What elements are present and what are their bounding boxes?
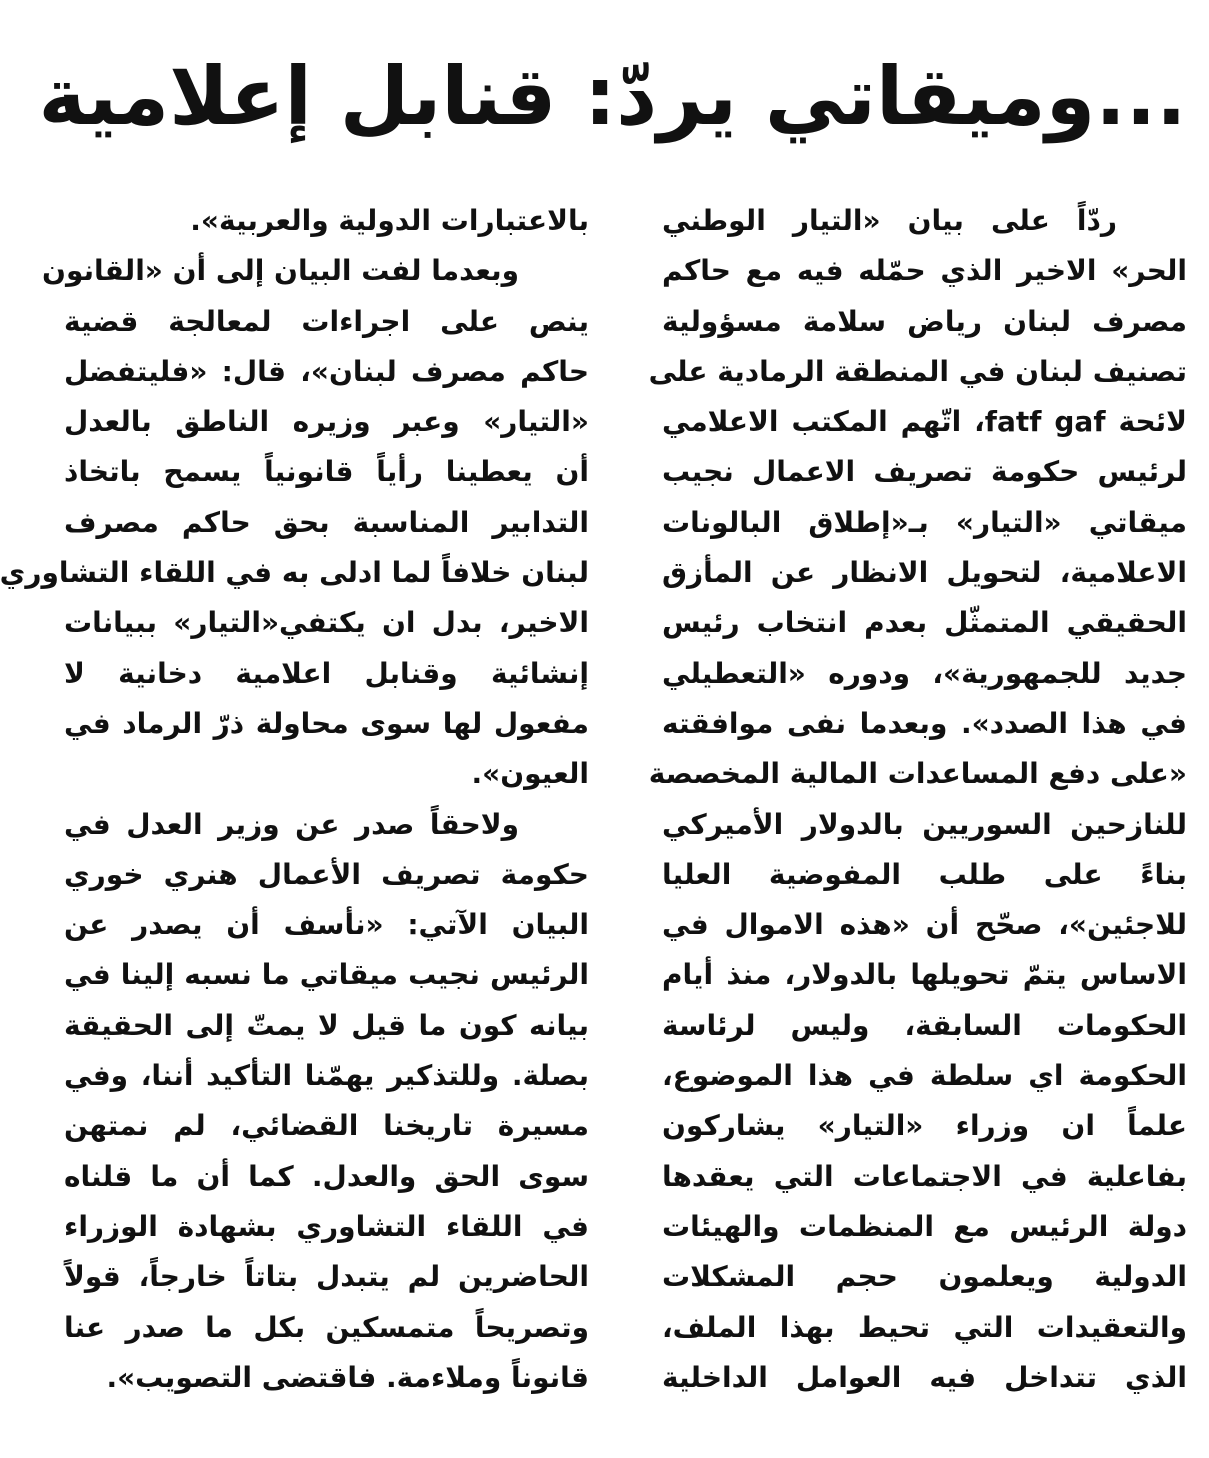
text-line: لائحة fatf gaf، اتّهم المكتب الاعلامي [662,405,1187,439]
text-line: علماً ان وزراء «التيار» يشاركون [662,1109,1187,1143]
text-line: وبعدما لفت البيان إلى أن «القانون [42,254,519,288]
text-line: التدابير المناسبة بحق حاكم مصرف [64,505,589,539]
text-line: للنازحين السوريين بالدولار الأميركي [662,807,1187,841]
text-line: أن يعطينا رأياً قانونياً يسمح باتخاذ [64,455,589,489]
text-line: ميقاتي «التيار» بـ«إطلاق البالونات [662,505,1187,539]
text-line: جديد للجمهورية»، ودوره «التعطيلي [662,656,1187,690]
text-line: دولة الرئيس مع المنظمات والهيئات [662,1209,1187,1243]
article-headline: ...وميقاتي يردّ: قنابل إعلامية [38,50,1187,143]
text-line: الحكومة اي سلطة في هذا الموضوع، [662,1059,1187,1093]
text-line: الاعلامية، لتحويل الانظار عن المأزق [662,556,1187,590]
text-line: حاكم مصرف لبنان»، قال: «فليتفضل [64,354,589,388]
text-line: بفاعلية في الاجتماعات التي يعقدها [662,1159,1187,1193]
text-line: «على دفع المساعدات المالية المخصصة [648,757,1187,791]
text-line: حكومة تصريف الأعمال هنري خوري [64,857,589,891]
text-line: في اللقاء التشاوري بشهادة الوزراء [64,1209,589,1243]
text-line: ولاحقاً صدر عن وزير العدل في [64,807,519,841]
text-line: بصلة. وللتذكير يهمّنا التأكيد أننا، وفي [64,1059,589,1093]
text-line: وتصريحاً متمسكين بكل ما صدر عنا [64,1310,589,1344]
text-line: قانوناً وملاءمة. فاقتضى التصويب». [106,1360,589,1394]
text-line: لرئيس حكومة تصريف الاعمال نجيب [662,455,1187,489]
article-column-right [648,196,1187,1403]
text-line: والتعقيدات التي تحيط بهذا الملف، [662,1310,1187,1344]
text-line: الدولية ويعلمون حجم المشكلات [662,1260,1187,1294]
text-line: مصرف لبنان رياض سلامة مسؤولية [662,304,1187,338]
text-line: ينص على اجراءات لمعالجة قضية [64,304,589,338]
text-line: الرئيس نجيب ميقاتي ما نسبه إلينا في [64,958,589,992]
text-line: بناءً على طلب المفوضية العليا [662,857,1187,891]
text-line: الحكومات السابقة، وليس لرئاسة [662,1008,1187,1042]
text-line: بيانه كون ما قيل لا يمتّ إلى الحقيقة [64,1008,589,1042]
article-column-left [0,196,589,1403]
text-line: الحقيقي المتمثّل بعدم انتخاب رئيس [662,606,1187,640]
text-line: «التيار» وعبر وزيره الناطق بالعدل [64,405,589,439]
text-line: إنشائية وقنابل اعلامية دخانية لا [64,656,589,690]
text-line: ردّاً على بيان «التيار الوطني [662,204,1117,237]
text-line: مسيرة تاريخنا القضائي، لم نمتهن [64,1109,589,1143]
text-line: الاخير، بدل ان يكتفي«التيار» ببيانات [64,606,589,640]
text-line: العيون». [471,757,589,791]
text-line: الذي تتداخل فيه العوامل الداخلية [662,1360,1187,1394]
text-line: الاساس يتمّ تحويلها بالدولار، منذ أيام [662,958,1187,992]
text-line: تصنيف لبنان في المنطقة الرمادية على [648,354,1187,388]
text-line: سوى الحق والعدل. كما أن ما قلناه [64,1159,589,1193]
text-line: الحاضرين لم يتبدل بتاتاً خارجاً، قولاً [64,1260,589,1294]
text-line: البيان الآتي: «نأسف أن يصدر عن [64,908,589,942]
text-line: مفعول لها سوى محاولة ذرّ الرماد في [64,706,589,740]
text-line: لبنان خلافاً لما ادلى به في اللقاء التشاوري [0,556,589,590]
text-line: بالاعتبارات الدولية والعربية». [190,204,589,237]
text-line: الحر» الاخير الذي حمّله فيه مع حاكم [662,254,1187,288]
text-line: للاجئين»، صحّح أن «هذه الاموال في [662,908,1187,942]
text-line: في هذا الصدد». وبعدما نفى موافقته [662,706,1187,740]
